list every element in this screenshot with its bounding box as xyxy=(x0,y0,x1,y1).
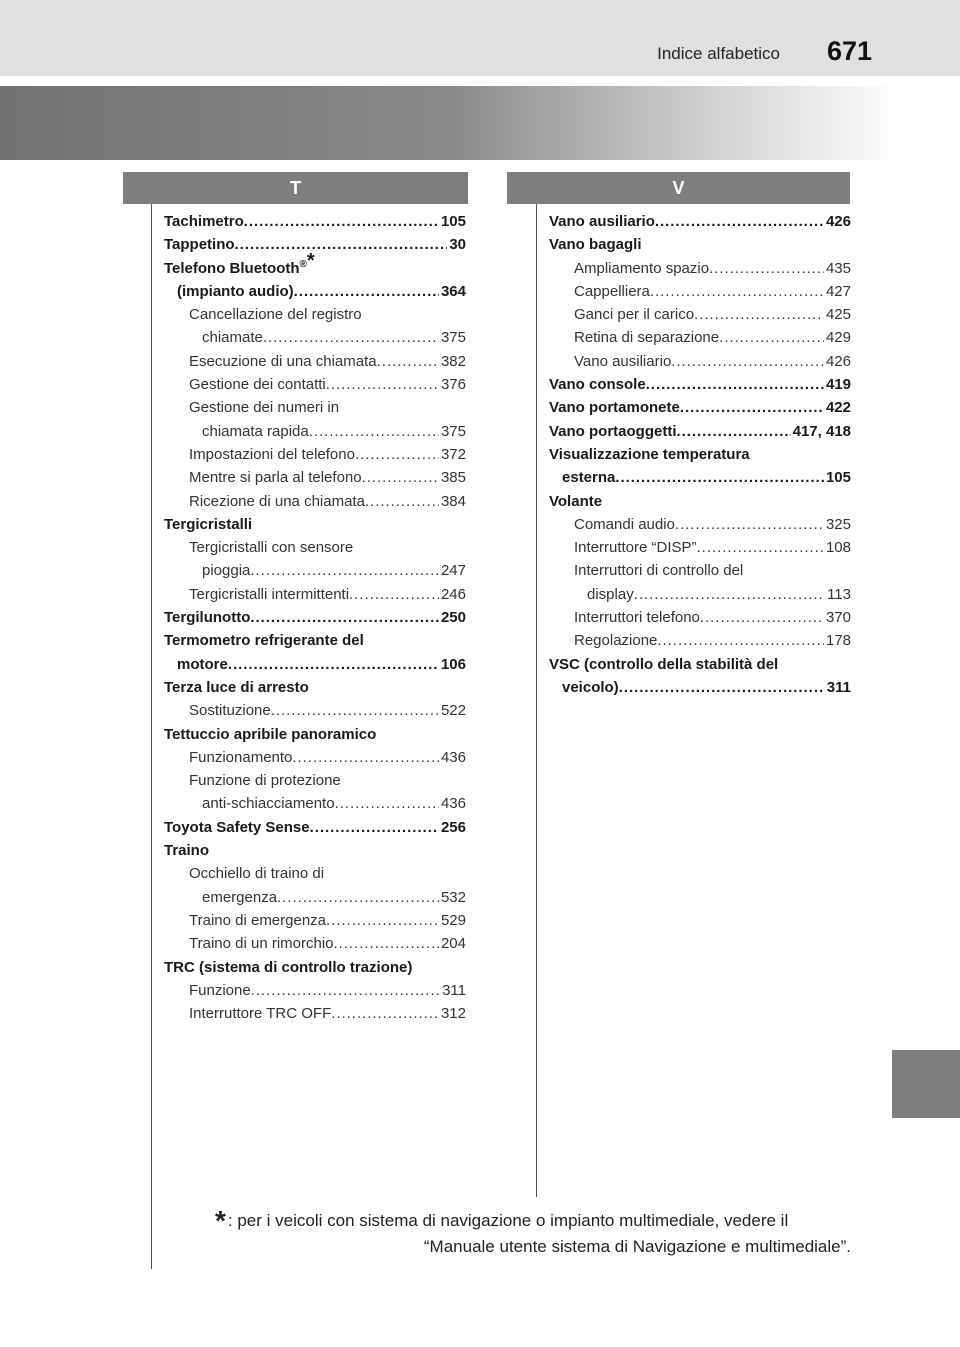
entry-text: Terza luce di arresto xyxy=(164,678,309,696)
index-entry xyxy=(164,280,466,303)
leader-dots xyxy=(292,746,439,769)
entry-text: Volante xyxy=(549,492,603,510)
leader-dots xyxy=(271,699,439,722)
index-entry xyxy=(549,583,851,606)
index-entry xyxy=(164,373,466,396)
entry-page: 376 xyxy=(440,376,466,394)
index-entry xyxy=(549,233,851,256)
entry-text: Comandi audio xyxy=(574,515,675,533)
entry-page: 417, 418 xyxy=(792,422,851,440)
index-entry xyxy=(549,280,851,303)
entry-text: Tergicristalli xyxy=(164,515,253,533)
index-entry xyxy=(164,769,466,792)
entry-page: 425 xyxy=(825,306,851,324)
index-entry xyxy=(549,513,851,536)
leader-dots xyxy=(677,420,791,443)
leader-dots xyxy=(634,583,825,606)
leader-dots xyxy=(244,210,439,233)
entry-text: Cancellazione del registro xyxy=(189,306,362,324)
section-header-v: V xyxy=(507,172,850,204)
entry-text: Regolazione xyxy=(574,632,658,650)
entry-text: Traino di un rimorchio xyxy=(189,935,334,953)
leader-dots xyxy=(309,420,439,443)
entry-page: 108 xyxy=(825,539,851,557)
index-entry xyxy=(549,350,851,373)
entry-page: 370 xyxy=(825,609,851,627)
entry-page: 429 xyxy=(825,329,851,347)
index-entry xyxy=(549,676,851,699)
entry-text: chiamate xyxy=(202,329,263,347)
entry-text: Esecuzione di una chiamata xyxy=(189,352,377,370)
chapter-tab xyxy=(892,1050,960,1118)
entry-text: Traino di emergenza xyxy=(189,911,327,929)
index-column-t xyxy=(164,210,466,1025)
index-entry xyxy=(164,792,466,815)
leader-dots xyxy=(671,350,824,373)
entry-text: Occhiello di traino di xyxy=(189,865,325,883)
leader-dots xyxy=(334,932,439,955)
registered-mark: ® xyxy=(299,258,307,270)
index-entry xyxy=(164,303,466,326)
entry-text: Termometro refrigerante del xyxy=(164,632,364,650)
index-entry xyxy=(164,629,466,652)
entry-text: Cappelliera xyxy=(574,282,650,300)
entry-text: Ampliamento spazio xyxy=(574,259,710,277)
index-entry xyxy=(164,249,466,280)
leader-dots xyxy=(657,629,824,652)
leader-dots xyxy=(228,653,439,676)
entry-text: Interruttore TRC OFF xyxy=(189,1005,332,1023)
entry-page: 30 xyxy=(449,236,466,254)
entry-text: anti-schiacciamento xyxy=(202,795,335,813)
entry-text: Vano bagagli xyxy=(549,236,642,254)
page-number: 671 xyxy=(826,36,872,66)
entry-page: 311 xyxy=(826,678,851,696)
leader-dots xyxy=(719,326,824,349)
leader-dots xyxy=(700,606,824,629)
index-entry xyxy=(164,536,466,559)
leader-dots xyxy=(235,233,448,256)
index-entry xyxy=(164,326,466,349)
index-entry xyxy=(549,210,851,233)
index-entry xyxy=(164,653,466,676)
decorative-gradient-band xyxy=(0,86,900,160)
entry-text: VSC (controllo della stabilità del xyxy=(549,655,779,673)
index-entry xyxy=(164,956,466,979)
leader-dots xyxy=(650,280,824,303)
index-entry xyxy=(549,490,851,513)
entry-text: Interruttori telefono xyxy=(574,609,700,627)
index-entry xyxy=(549,559,851,582)
leader-dots xyxy=(250,606,439,629)
entry-page: 384 xyxy=(440,492,466,510)
leader-dots xyxy=(709,257,824,280)
leader-dots xyxy=(326,909,439,932)
entry-text: Retina di separazione xyxy=(574,329,720,347)
entry-text: emergenza xyxy=(202,888,278,906)
entry-page: 522 xyxy=(440,702,466,720)
entry-page: 385 xyxy=(440,469,466,487)
entry-text: Traino xyxy=(164,842,210,860)
leader-dots xyxy=(362,466,439,489)
entry-text: Funzione di protezione xyxy=(189,772,341,790)
index-entry xyxy=(164,513,466,536)
entry-page: 436 xyxy=(440,795,466,813)
index-entry xyxy=(164,676,466,699)
index-entry xyxy=(164,979,466,1002)
leader-dots xyxy=(349,583,439,606)
entry-text: Toyota Safety Sense xyxy=(164,818,310,836)
leader-dots xyxy=(646,373,824,396)
entry-text: Tergicristalli intermittenti xyxy=(189,585,350,603)
entry-text: Vano portaoggetti xyxy=(549,422,677,440)
entry-page: 364 xyxy=(440,282,466,300)
right-column-rule xyxy=(536,204,537,1197)
index-entry xyxy=(549,326,851,349)
footnote-asterisk: * xyxy=(306,249,315,272)
leader-dots xyxy=(615,466,824,489)
leader-dots xyxy=(277,886,439,909)
entry-page: 532 xyxy=(440,888,466,906)
entry-page: 311 xyxy=(442,981,466,999)
index-entry xyxy=(164,350,466,373)
index-entry xyxy=(164,886,466,909)
entry-text: Impostazioni del telefono xyxy=(189,445,355,463)
index-entry xyxy=(164,909,466,932)
index-entry xyxy=(164,862,466,885)
entry-text: Visualizzazione temperatura xyxy=(549,445,750,463)
entry-page: 105 xyxy=(440,213,466,230)
entry-text: Funzione xyxy=(189,981,251,999)
entry-page: 105 xyxy=(825,469,851,487)
index-entry xyxy=(549,443,851,466)
index-entry xyxy=(549,420,851,443)
entry-text: Funzionamento xyxy=(189,748,293,766)
footnote-line-2: “Manuale utente sistema di Navigazione e multimediale”. xyxy=(423,1237,851,1256)
entry-page: 436 xyxy=(440,748,466,766)
leader-dots xyxy=(694,303,824,326)
index-entry xyxy=(164,723,466,746)
entry-page: 426 xyxy=(825,213,851,230)
entry-page: 246 xyxy=(440,585,466,603)
leader-dots xyxy=(377,350,439,373)
entry-page: 382 xyxy=(440,352,466,370)
leader-dots xyxy=(675,513,824,536)
entry-text: Mentre si parla al telefono xyxy=(189,469,362,487)
entry-text: esterna xyxy=(562,469,616,487)
entry-page: 375 xyxy=(440,329,466,347)
entry-text: Interruttore “DISP” xyxy=(574,539,697,557)
index-column-v xyxy=(549,210,851,699)
index-entry xyxy=(164,396,466,419)
leader-dots xyxy=(331,1002,439,1025)
entry-page: 372 xyxy=(440,445,466,463)
index-entry xyxy=(549,653,851,676)
index-entry xyxy=(549,373,851,396)
entry-page: 375 xyxy=(440,422,466,440)
index-entry xyxy=(549,303,851,326)
index-entry xyxy=(164,583,466,606)
entry-page: 427 xyxy=(825,282,851,300)
index-entry xyxy=(164,210,466,233)
entry-text: Interruttori di controllo del xyxy=(574,562,744,580)
leader-dots xyxy=(680,396,824,419)
leader-dots xyxy=(365,490,439,513)
leader-dots xyxy=(697,536,824,559)
index-entry xyxy=(164,559,466,582)
index-entry xyxy=(164,466,466,489)
leader-dots xyxy=(250,559,439,582)
index-entry xyxy=(549,536,851,559)
section-header-t: T xyxy=(123,172,468,204)
entry-text: TRC (sistema di controllo trazione) xyxy=(164,958,413,976)
entry-text: veicolo) xyxy=(562,678,619,696)
leader-dots xyxy=(263,326,439,349)
entry-text: Telefono Bluetooth®* xyxy=(164,249,315,277)
entry-page: 204 xyxy=(440,935,466,953)
entry-page: 422 xyxy=(825,399,851,417)
entry-page: 426 xyxy=(825,352,851,370)
entry-page: 106 xyxy=(440,655,466,673)
index-entry xyxy=(164,839,466,862)
entry-text: chiamata rapida xyxy=(202,422,309,440)
index-entry xyxy=(549,629,851,652)
entry-page: 435 xyxy=(825,259,851,277)
entry-text: Ricezione di una chiamata xyxy=(189,492,365,510)
leader-dots xyxy=(335,792,439,815)
index-entry xyxy=(164,606,466,629)
index-entry xyxy=(549,466,851,489)
index-entry xyxy=(164,443,466,466)
entry-text: Ganci per il carico xyxy=(574,306,695,324)
leader-dots xyxy=(310,816,439,839)
left-column-rule xyxy=(151,204,152,1269)
entry-text: Sostituzione xyxy=(189,702,271,720)
index-entry xyxy=(164,490,466,513)
entry-text: pioggia xyxy=(202,562,251,580)
index-entry xyxy=(164,233,466,256)
entry-text: Tappetino xyxy=(164,236,235,254)
leader-dots xyxy=(294,280,439,303)
entry-page: 256 xyxy=(440,818,466,836)
entry-page: 325 xyxy=(825,515,851,533)
entry-text: Vano ausiliario xyxy=(549,213,655,230)
footnote xyxy=(215,1205,851,1260)
index-entry xyxy=(549,257,851,280)
entry-page: 247 xyxy=(440,562,466,580)
entry-page: 250 xyxy=(440,609,466,627)
index-entry xyxy=(164,932,466,955)
index-entry xyxy=(549,606,851,629)
footnote-line-1: : per i veicoli con sistema di navigazione o impianto multimediale, vedere il xyxy=(227,1211,789,1230)
entry-page: 529 xyxy=(440,911,466,929)
entry-text: motore xyxy=(177,655,228,673)
index-entry xyxy=(164,816,466,839)
leader-dots xyxy=(655,210,824,233)
index-entry xyxy=(549,396,851,419)
leader-dots xyxy=(251,979,440,1002)
entry-text: Tachimetro xyxy=(164,213,244,230)
footnote-marker: * xyxy=(215,1205,226,1236)
entry-text: display xyxy=(587,585,634,603)
entry-page: 113 xyxy=(827,585,851,603)
entry-text: Gestione dei contatti xyxy=(189,376,326,394)
top-header-bar xyxy=(0,0,960,76)
entry-text: Vano portamonete xyxy=(549,399,680,417)
entry-text: Tettuccio apribile panoramico xyxy=(164,725,377,743)
entry-text: Vano ausiliario xyxy=(574,352,672,370)
entry-page: 178 xyxy=(825,632,851,650)
leader-dots xyxy=(619,676,825,699)
header-title: Indice alfabetico xyxy=(657,44,780,63)
entry-text: Vano console xyxy=(549,376,646,394)
entry-text: (impianto audio) xyxy=(177,282,294,300)
entry-page: 419 xyxy=(825,376,851,394)
entry-text: Tergilunotto xyxy=(164,609,251,627)
leader-dots xyxy=(355,443,439,466)
leader-dots xyxy=(326,373,439,396)
entry-text: Gestione dei numeri in xyxy=(189,399,340,417)
index-entry xyxy=(164,746,466,769)
index-entry xyxy=(164,420,466,443)
entry-text: Tergicristalli con sensore xyxy=(189,539,354,557)
index-entry xyxy=(164,1002,466,1025)
index-entry xyxy=(164,699,466,722)
entry-page: 312 xyxy=(440,1005,466,1023)
